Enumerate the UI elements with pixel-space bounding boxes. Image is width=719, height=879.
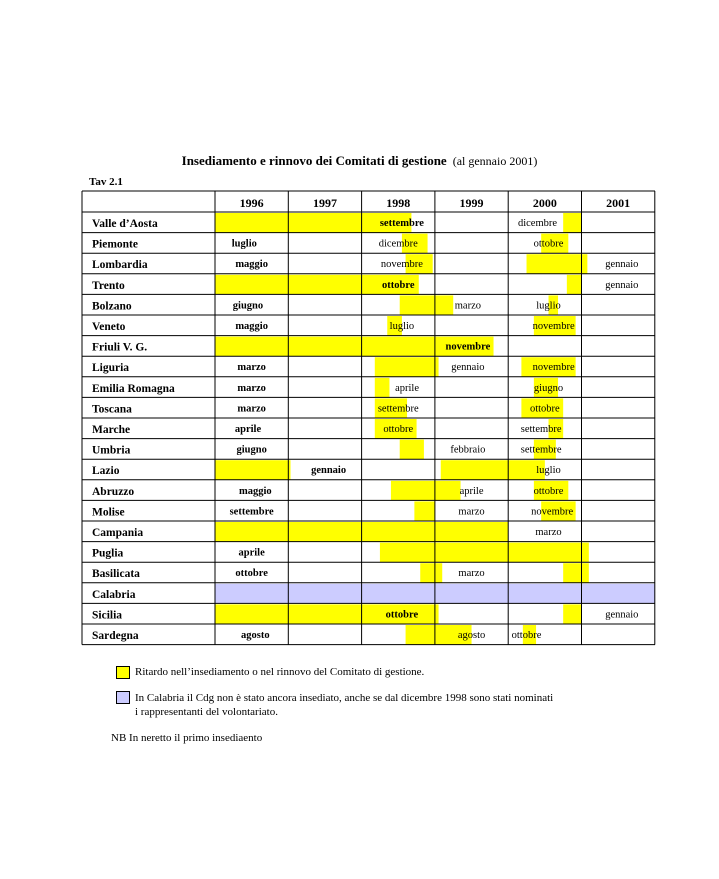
month-label: marzo — [458, 568, 485, 580]
delay-bar — [391, 481, 461, 501]
month-label: gennaio — [311, 465, 347, 477]
year-header: 1997 — [312, 196, 337, 210]
month-label: marzo — [237, 362, 266, 374]
delay-bar — [567, 275, 582, 295]
month-label: ottobre — [385, 609, 419, 621]
month-label: novembre — [380, 259, 423, 271]
month-label: marzo — [237, 403, 266, 415]
legend-note: NB In neretto il primo insediaento — [111, 732, 263, 744]
region-label: Basilicata — [92, 568, 140, 581]
delay-bar — [380, 543, 589, 563]
month-label: gennaio — [451, 362, 485, 374]
month-label: aprile — [459, 485, 484, 497]
month-label: gennaio — [605, 609, 639, 621]
month-label: ottobre — [533, 238, 564, 250]
region-label: Umbria — [92, 444, 131, 457]
month-label: agosto — [241, 630, 270, 641]
month-label: ottobre — [529, 403, 560, 415]
legend-calabria-line1: In Calabria il Cdg non è stato ancora insediato, anche se dal dicembre 1998 sono stati nominati — [135, 692, 554, 704]
region-label: Veneto — [92, 321, 126, 333]
delay-bar — [420, 563, 442, 583]
month-label: settembre — [520, 424, 562, 435]
delay-bar — [400, 440, 424, 460]
region-label: Abruzzo — [92, 485, 135, 498]
legend-delay-text: Ritardo nell’insediamento o nel rinnovo del Comitato di gestione. — [135, 666, 425, 678]
region-label: Valle d’Aosta — [92, 218, 158, 230]
delay-bar — [375, 378, 390, 398]
region-label: Sicilia — [92, 609, 123, 622]
month-label: novembre — [532, 362, 575, 374]
delay-bar — [563, 213, 581, 233]
month-label: aprile — [238, 547, 265, 559]
month-label: maggio — [235, 321, 268, 332]
month-label: marzo — [458, 506, 485, 518]
month-label: giugno — [232, 300, 264, 312]
month-label: settembre — [229, 506, 274, 518]
delay-bar — [400, 295, 454, 315]
month-label: ottobre — [235, 568, 268, 580]
region-label: Trento — [92, 279, 125, 292]
month-label: settembre — [379, 218, 424, 229]
month-label: marzo — [237, 382, 266, 394]
month-label: febbraio — [450, 444, 486, 456]
month-label: settembre — [377, 403, 419, 415]
year-header: 1998 — [386, 196, 411, 210]
delay-bar — [375, 357, 439, 377]
month-label: giugno — [533, 382, 564, 394]
region-label: Lazio — [92, 465, 120, 478]
month-label: ottobre — [533, 485, 564, 497]
month-label: dicembre — [378, 238, 418, 250]
delay-bar — [563, 604, 581, 624]
month-label: luglio — [536, 465, 561, 477]
region-label: Liguria — [92, 362, 130, 375]
table-id: Tav 2.1 — [89, 176, 123, 188]
month-label: novembre — [532, 321, 575, 332]
month-label: ottobre — [382, 279, 415, 291]
month-label: aprile — [395, 382, 419, 394]
legend-calabria-swatch — [116, 691, 130, 704]
month-label: gennaio — [605, 259, 639, 271]
subtitle-text: (al gennaio 2001) — [452, 154, 538, 168]
month-label: marzo — [535, 527, 562, 538]
region-label: Piemonte — [92, 238, 138, 251]
region-label: Sardegna — [92, 630, 139, 642]
year-header: 1996 — [239, 196, 264, 210]
region-label: Campania — [92, 527, 144, 539]
month-label: luglio — [536, 300, 561, 312]
month-label: maggio — [238, 485, 272, 497]
month-label: ottobre — [383, 424, 414, 435]
month-label: settembre — [520, 444, 562, 456]
month-label: marzo — [454, 300, 482, 312]
month-label: luglio — [389, 321, 415, 332]
delay-bar — [215, 460, 290, 480]
region-label: Puglia — [92, 547, 124, 560]
month-label: agosto — [457, 630, 486, 641]
month-label: novembre — [531, 506, 574, 518]
delay-bar — [527, 254, 588, 274]
delay-bar — [563, 563, 589, 583]
month-label: giugno — [236, 444, 267, 456]
month-label: luglio — [231, 238, 257, 250]
region-label: Lombardia — [92, 259, 148, 272]
region-label: Marche — [92, 424, 131, 436]
year-header: 1999 — [459, 196, 484, 210]
month-label: maggio — [235, 259, 268, 271]
region-label: Friuli V. G. — [92, 341, 148, 354]
month-label: novembre — [445, 341, 491, 353]
year-header: 2001 — [606, 196, 631, 210]
month-label: dicembre — [517, 218, 558, 229]
month-label: ottobre — [511, 630, 542, 641]
title-text: Insediamento e rinnovo dei Comitati di gestione — [181, 153, 447, 168]
month-label: aprile — [234, 424, 262, 435]
region-label: Molise — [92, 506, 125, 519]
delay-bar — [414, 501, 435, 521]
month-label: gennaio — [605, 279, 639, 291]
delay-bar — [441, 460, 545, 480]
legend-delay-swatch — [116, 666, 130, 679]
region-label: Toscana — [92, 403, 132, 416]
region-label: Bolzano — [92, 300, 132, 313]
legend-calabria-line2: i rappresentanti del volontariato. — [135, 706, 278, 718]
region-label: Emilia Romagna — [92, 382, 175, 395]
region-label: Calabria — [92, 588, 136, 601]
year-header: 2000 — [532, 196, 557, 210]
